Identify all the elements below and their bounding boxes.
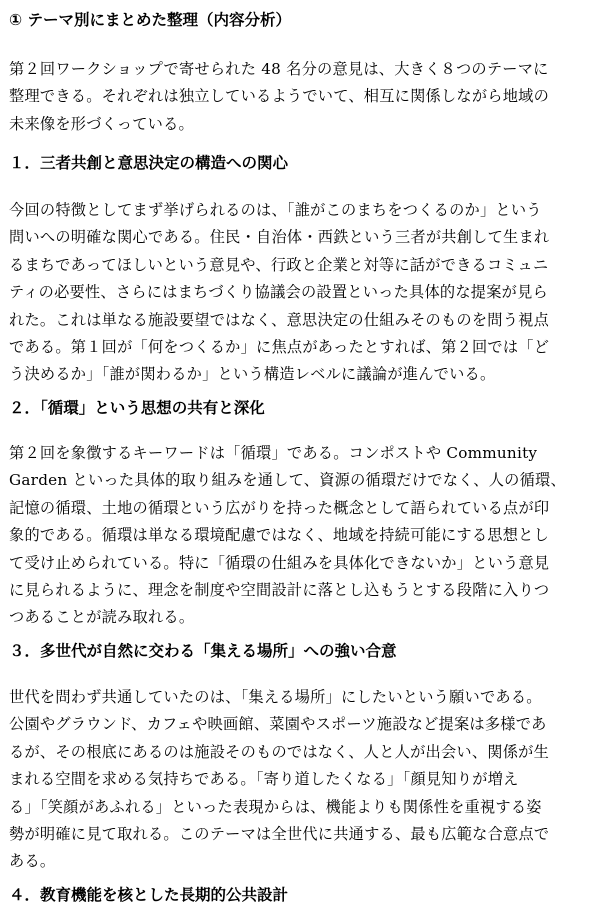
section-heading-4: ４．教育機能を核とした長期的公共設計 xyxy=(9,886,289,904)
paragraph-line: て受け止められている。特に「循環の仕組みを具体化できないか」という意見 xyxy=(9,553,550,572)
section-heading-3: ３．多世代が自然に交わる「集える場所」への強い合意 xyxy=(9,642,397,660)
paragraph-line: れた。これは単なる施設要望ではなく、意思決定の仕組みそのものを問う視点 xyxy=(9,310,550,329)
paragraph-line: 第２回を象徴するキーワードは「循環」である。コンポストや Community xyxy=(9,444,538,462)
section-paragraph-2 xyxy=(9,440,609,632)
paragraph-line: まれる空間を求める気持ちである。「寄り道したくなる」「顔見知りが増え xyxy=(9,770,519,789)
paragraph-line: 問いへの明確な関心である。住民・自治体・西鉄という三者が共創して生まれ xyxy=(9,228,550,247)
paragraph-line: るが、その根底にあるのは施設そのものではなく、人と人が出会い、関係が生 xyxy=(9,742,550,761)
page-title: ① テーマ別にまとめた整理（内容分析） xyxy=(9,11,292,29)
paragraph-line: Garden といった具体的取り組みを通して、資源の循環だけでなく、人の循環、 xyxy=(9,471,566,490)
paragraph-line: 勢が明確に見て取れる。このテーマは全世代に共通する、最も広範な合意点で xyxy=(9,824,550,843)
paragraph-line: るまちであってほしいという意見や、行政と企業と対等に話ができるコミュニ xyxy=(9,255,549,274)
paragraph-line: である。第１回が「何をつくるか」に焦点があったとすれば、第２回では「ど xyxy=(9,337,550,356)
intro-line: 整理できる。それぞれは独立しているようでいて、相互に関係しながら地域の xyxy=(9,87,550,106)
section-paragraph-1 xyxy=(9,197,609,389)
paragraph-line: 公園やグラウンド、カフェや映画館、菜園やスポーツ施設など提案は多様であ xyxy=(9,715,547,734)
paragraph-line: る」「笑顔があふれる」といった表現からは、機能よりも関係性を重視する姿 xyxy=(9,797,542,816)
intro-line: 第２回ワークショップで寄せられた 48 名分の意見は、大きく８つのテーマに xyxy=(9,60,549,78)
paragraph-line: 記憶の循環、土地の循環という広がりを持った概念として語られている点が印 xyxy=(9,498,550,517)
paragraph-line: 世代を問わず共通していたのは、「集える場所」にしたいという願いである。 xyxy=(9,688,542,706)
paragraph-line: ティの必要性、さらにはまちづくり協議会の設置といった具体的な提案が見ら xyxy=(9,283,548,302)
paragraph-line: ある。 xyxy=(9,852,56,871)
section-paragraph-3 xyxy=(9,684,609,876)
paragraph-line: つあることが読み取れる。 xyxy=(9,608,195,627)
section-heading-1: １．三者共創と意思決定の構造への関心 xyxy=(9,154,289,172)
paragraph-line: に見られるように、理念を制度や空間設計に落とし込もうとする段階に入りつ xyxy=(9,580,550,599)
paragraph-line: 今回の特徴としてまず挙げられるのは、「誰がこのまちをつくるのか」という xyxy=(9,201,542,219)
intro-line: 未来像を形づくっている。 xyxy=(9,114,194,133)
paragraph-line: う決めるか」「誰が関わるか」という構造レベルに議論が進んでいる。 xyxy=(9,365,496,384)
intro-paragraph xyxy=(9,56,609,138)
section-heading-2: ２．「循環」という思想の共有と深化 xyxy=(9,399,265,417)
paragraph-line: 象的である。循環は単なる環境配慮ではなく、地域を持続可能にする思想とし xyxy=(9,526,550,545)
